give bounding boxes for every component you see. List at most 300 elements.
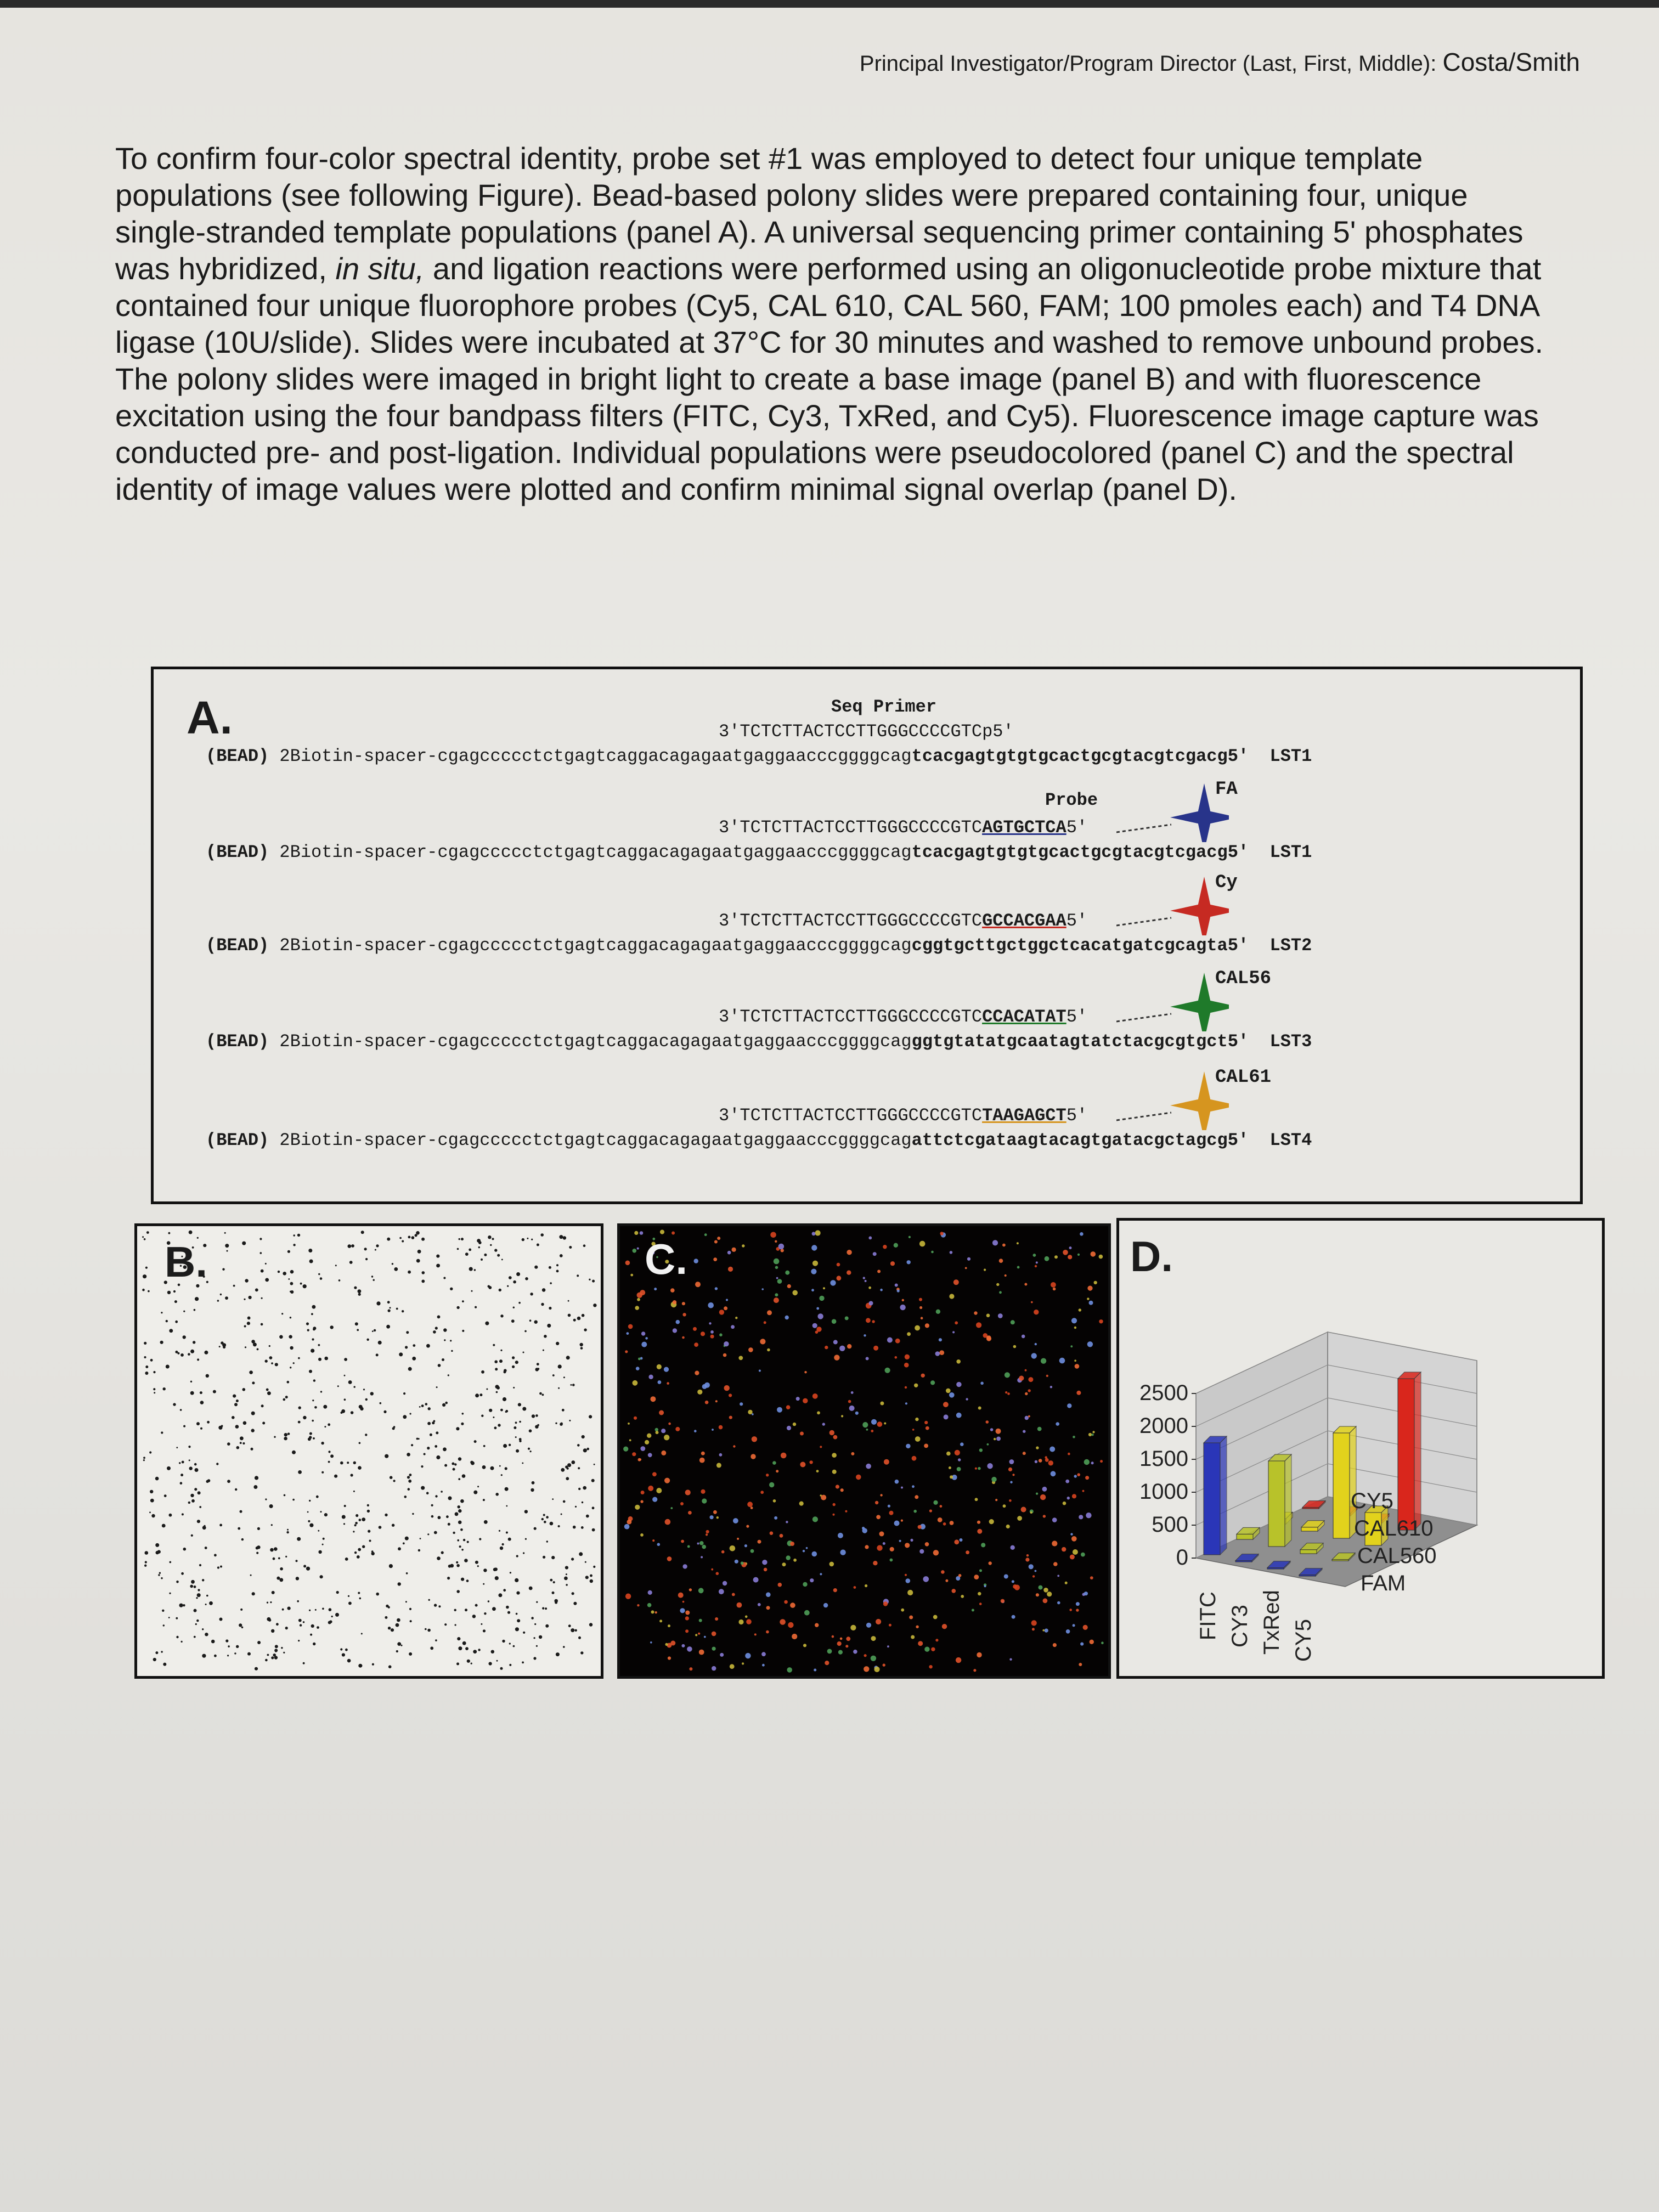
polony-color-dot <box>659 1410 664 1415</box>
polony-dot <box>398 1582 401 1585</box>
polony-color-dot <box>799 1502 804 1506</box>
polony-dot <box>492 1607 496 1611</box>
polony-color-dot <box>1033 1254 1036 1257</box>
polony-dot <box>206 1480 209 1483</box>
polony-dot <box>289 1335 292 1338</box>
polony-color-dot <box>907 1590 913 1595</box>
polony-dot <box>515 1436 517 1438</box>
polony-color-dot <box>1017 1242 1019 1244</box>
polony-dot <box>571 1558 574 1560</box>
polony-color-dot <box>979 1448 983 1452</box>
polony-color-dot <box>658 1380 662 1384</box>
polony-color-dot <box>706 1530 709 1533</box>
polony-dot <box>534 1266 538 1269</box>
polony-color-dot <box>825 1346 828 1349</box>
polony-color-dot <box>975 1468 977 1470</box>
polony-dot <box>502 1640 505 1643</box>
polony-color-dot <box>1068 1255 1072 1259</box>
polony-dot <box>199 1506 201 1508</box>
polony-dot <box>455 1512 459 1516</box>
lst-label: LST1 <box>1249 746 1312 766</box>
polony-dot <box>194 1488 197 1491</box>
polony-dot <box>460 1499 464 1503</box>
polony-dot <box>558 1387 560 1389</box>
polony-color-dot <box>909 1616 913 1620</box>
polony-color-dot <box>1090 1576 1093 1579</box>
polony-dot <box>516 1613 518 1615</box>
polony-dot <box>155 1651 158 1654</box>
polony-color-dot <box>1037 1427 1042 1431</box>
polony-color-dot <box>1050 1386 1052 1388</box>
polony-color-dot <box>996 1437 1001 1441</box>
polony-dot <box>430 1646 433 1650</box>
polony-dot <box>416 1231 420 1235</box>
polony-dot <box>580 1343 583 1346</box>
polony-dot <box>465 1609 467 1611</box>
polony-color-dot <box>786 1405 791 1409</box>
polony-dot <box>421 1486 425 1490</box>
seq-primer-title: Seq Primer <box>831 697 937 717</box>
polony-dot <box>390 1307 391 1308</box>
polony-color-dot <box>731 1325 735 1329</box>
polony-color-dot <box>854 1586 856 1589</box>
polony-color-dot <box>877 1545 882 1550</box>
polony-dot <box>473 1650 477 1654</box>
series-label: CAL610 <box>1354 1516 1434 1541</box>
polony-color-dot <box>764 1321 766 1324</box>
polony-color-dot <box>694 1342 698 1347</box>
polony-dot <box>312 1420 314 1422</box>
polony-dot <box>247 1322 250 1325</box>
polony-color-dot <box>1081 1553 1085 1557</box>
polony-color-dot <box>784 1600 788 1604</box>
polony-dot <box>434 1531 437 1534</box>
polony-color-dot <box>862 1528 867 1533</box>
polony-color-dot <box>901 1520 903 1522</box>
polony-color-dot <box>890 1547 894 1551</box>
polony-dot <box>483 1583 484 1585</box>
panel-c-label: C. <box>645 1235 687 1283</box>
polony-color-dot <box>720 1653 724 1657</box>
polony-dot <box>495 1576 499 1580</box>
polony-color-dot <box>660 1230 664 1234</box>
polony-dot <box>567 1468 569 1470</box>
polony-dot <box>541 1518 544 1520</box>
polony-color-dot <box>822 1423 825 1425</box>
polony-dot <box>225 1244 229 1248</box>
polony-color-dot <box>711 1568 713 1571</box>
polony-color-dot <box>709 1322 711 1324</box>
polony-color-dot <box>728 1267 733 1272</box>
lst-label: LST4 <box>1249 1130 1312 1150</box>
polony-dot <box>234 1403 238 1406</box>
polony-dot <box>585 1561 586 1563</box>
polony-dot <box>411 1236 415 1239</box>
polony-color-dot <box>776 1470 778 1472</box>
polony-dot <box>222 1268 224 1271</box>
polony-color-dot <box>652 1472 657 1476</box>
polony-color-dot <box>735 1317 737 1319</box>
polony-color-dot <box>1046 1375 1048 1377</box>
polony-dot <box>499 1289 501 1291</box>
polony-dot <box>357 1329 359 1331</box>
polony-color-dot <box>773 1499 776 1503</box>
polony-color-dot <box>940 1232 943 1235</box>
polony-dot <box>255 1476 258 1480</box>
polony-color-dot <box>759 1370 761 1372</box>
polony-color-dot <box>637 1604 639 1606</box>
polony-dot <box>448 1523 450 1526</box>
polony-dot <box>270 1601 272 1603</box>
fluorophore-name: CAL61 <box>1215 1067 1272 1088</box>
polony-dot <box>536 1601 538 1603</box>
polony-dot <box>307 1329 309 1331</box>
polony-color-dot <box>629 1439 631 1441</box>
template-line <box>206 935 1312 956</box>
polony-dot <box>309 1500 311 1502</box>
polony-dot <box>592 1280 595 1283</box>
polony-color-dot <box>1086 1513 1091 1518</box>
polony-dot <box>489 1662 492 1665</box>
polony-dot <box>546 1516 549 1519</box>
polony-dot <box>512 1356 515 1359</box>
polony-dot <box>512 1365 515 1368</box>
polony-color-dot <box>751 1549 754 1553</box>
polony-color-dot <box>819 1296 824 1301</box>
polony-dot <box>424 1453 426 1455</box>
polony-color-dot <box>676 1320 680 1324</box>
polony-dot <box>351 1474 353 1476</box>
polony-color-dot <box>929 1509 932 1512</box>
polony-color-dot <box>915 1418 918 1421</box>
polony-color-dot <box>687 1646 692 1652</box>
polony-color-dot <box>1052 1517 1057 1522</box>
polony-dot <box>155 1543 159 1547</box>
polony-dot <box>265 1278 269 1282</box>
polony-dot <box>543 1514 545 1516</box>
polony-color-dot <box>740 1402 743 1406</box>
template-line <box>206 842 1312 862</box>
polony-color-dot <box>944 1414 949 1419</box>
polony-dot <box>456 1662 459 1665</box>
polony-dot <box>471 1462 475 1465</box>
polony-dot <box>150 1499 154 1503</box>
polony-color-dot <box>732 1593 735 1596</box>
polony-dot <box>167 1291 171 1294</box>
polony-dot <box>287 1607 291 1610</box>
polony-color-dot <box>695 1634 697 1636</box>
polony-color-dot <box>632 1452 636 1456</box>
polony-color-dot <box>912 1429 915 1431</box>
polony-dot <box>559 1235 563 1239</box>
polony-dot <box>541 1303 544 1306</box>
primer-line <box>719 911 1087 931</box>
polony-dot <box>280 1567 283 1571</box>
polony-color-dot <box>803 1550 805 1552</box>
polony-color-dot <box>1034 1310 1039 1314</box>
polony-dot <box>298 1640 300 1641</box>
template-target-sequence: attctcgataagtacagtgatacgctagcg5' <box>911 1130 1249 1150</box>
polony-dot <box>444 1464 447 1467</box>
polony-dot <box>194 1463 197 1466</box>
polony-color-dot <box>716 1516 719 1519</box>
polony-color-dot <box>1054 1255 1058 1259</box>
polony-dot <box>353 1531 354 1532</box>
polony-dot <box>334 1475 337 1478</box>
polony-color-dot <box>837 1641 842 1646</box>
polony-dot <box>591 1479 595 1482</box>
polony-dot <box>343 1523 345 1525</box>
polony-dot <box>313 1437 315 1440</box>
polony-color-dot <box>710 1330 714 1334</box>
polony-dot <box>204 1351 208 1355</box>
polony-color-dot <box>741 1561 744 1565</box>
polony-dot <box>505 1467 507 1470</box>
polony-dot <box>202 1579 204 1581</box>
polony-dot <box>349 1261 353 1264</box>
primer-line <box>719 721 1014 742</box>
polony-dot <box>173 1403 176 1406</box>
polony-dot <box>252 1381 255 1384</box>
polony-color-dot <box>885 1368 890 1373</box>
polony-dot <box>303 1416 306 1419</box>
polony-color-dot <box>664 1367 669 1372</box>
polony-dot <box>348 1244 352 1248</box>
polony-color-dot <box>984 1269 986 1271</box>
polony-color-dot <box>1028 1415 1030 1418</box>
probe-tail: 5' <box>1066 1105 1088 1126</box>
polony-dot <box>287 1381 290 1384</box>
bar-front <box>1398 1379 1414 1530</box>
polony-dot <box>565 1566 568 1569</box>
polony-color-dot <box>712 1647 716 1651</box>
polony-dot <box>243 1421 247 1425</box>
polony-color-dot <box>697 1390 702 1395</box>
polony-color-dot <box>1067 1497 1070 1499</box>
polony-color-dot <box>682 1336 685 1339</box>
panel-a <box>151 667 1583 1204</box>
lst-label: LST2 <box>1249 935 1312 956</box>
polony-color-dot <box>775 1240 777 1243</box>
polony-color-dot <box>788 1622 793 1628</box>
polony-dot <box>582 1314 585 1317</box>
polony-color-dot <box>625 1594 631 1599</box>
polony-color-dot <box>1047 1592 1052 1596</box>
polony-color-dot <box>733 1445 735 1447</box>
polony-dot <box>420 1538 421 1539</box>
bead-label: (BEAD) <box>206 842 280 862</box>
polony-color-dot <box>659 1620 662 1622</box>
polony-color-dot <box>1036 1446 1039 1449</box>
polony-dot <box>431 1515 434 1518</box>
polony-dot <box>318 1530 319 1532</box>
polony-dot <box>472 1615 476 1618</box>
page-header <box>801 47 1580 77</box>
polony-dot <box>200 1391 202 1394</box>
polony-color-dot <box>994 1438 996 1440</box>
polony-dot <box>552 1374 555 1376</box>
polony-color-dot <box>635 1306 639 1310</box>
polony-dot <box>509 1276 512 1279</box>
polony-dot <box>198 1589 200 1591</box>
polony-dot <box>316 1496 319 1498</box>
polony-color-dot <box>977 1521 980 1524</box>
polony-dot <box>590 1575 592 1577</box>
polony-color-dot <box>1091 1462 1094 1464</box>
polony-dot <box>309 1610 311 1611</box>
polony-dot <box>211 1640 215 1644</box>
polony-dot <box>188 1353 190 1356</box>
polony-color-dot <box>1042 1487 1047 1492</box>
polony-dot <box>461 1238 464 1240</box>
polony-color-dot <box>1070 1533 1073 1535</box>
polony-color-dot <box>702 1498 707 1503</box>
polony-dot <box>435 1495 437 1497</box>
polony-color-dot <box>837 1263 840 1267</box>
polony-dot <box>484 1612 486 1615</box>
polony-color-dot <box>1025 1369 1027 1372</box>
polony-dot <box>522 1407 526 1411</box>
polony-dot <box>356 1514 358 1517</box>
polony-color-dot <box>895 1480 899 1484</box>
polony-dot <box>402 1240 404 1243</box>
probe-link-dashes <box>1116 1009 1177 1026</box>
polony-dot <box>359 1598 362 1600</box>
polony-color-dot <box>681 1540 684 1543</box>
polony-color-dot <box>989 1519 994 1524</box>
polony-dot <box>303 1565 306 1567</box>
polony-dot <box>392 1263 393 1265</box>
polony-dot <box>438 1516 441 1519</box>
template-sequence: 2Biotin-spacer-cgagccccctctgagtcaggacagagaatgaggaacccggggcag <box>279 842 912 862</box>
polony-dot <box>458 1646 462 1650</box>
polony-dot <box>163 1624 165 1626</box>
polony-color-dot <box>705 1401 709 1404</box>
polony-dot <box>285 1627 288 1629</box>
primer-line <box>719 1105 1087 1126</box>
polony-dot <box>398 1547 401 1550</box>
polony-dot <box>142 1289 145 1291</box>
polony-dot <box>425 1403 428 1406</box>
polony-dot <box>374 1329 376 1331</box>
polony-dot <box>146 1231 149 1234</box>
polony-color-dot <box>657 1543 661 1546</box>
polony-color-dot <box>1045 1629 1048 1633</box>
polony-dot <box>161 1651 162 1652</box>
polony-color-dot <box>751 1454 755 1459</box>
polony-color-dot <box>1088 1433 1092 1436</box>
polony-dot <box>353 1462 356 1464</box>
polony-color-dot <box>636 1367 640 1370</box>
polony-dot <box>338 1279 341 1282</box>
polony-dot <box>347 1462 349 1464</box>
polony-dot <box>515 1361 518 1364</box>
polony-color-dot <box>637 1248 639 1250</box>
polony-dot <box>236 1645 239 1648</box>
template-sequence: 2Biotin-spacer-cgagccccctctgagtcaggacagagaatgaggaacccggggcag <box>279 935 912 956</box>
polony-dot <box>396 1308 398 1310</box>
polony-dot <box>475 1306 477 1308</box>
polony-dot <box>367 1510 370 1513</box>
bar-chart-3d <box>1119 1221 1602 1676</box>
polony-dot <box>353 1491 355 1492</box>
polony-dot <box>509 1664 511 1666</box>
polony-dot <box>321 1442 324 1444</box>
polony-color-dot <box>661 1429 665 1433</box>
polony-dot <box>340 1648 342 1650</box>
polony-dot <box>145 1372 148 1375</box>
polony-dot <box>560 1423 563 1425</box>
polony-dot <box>213 1390 216 1393</box>
bar-side <box>1220 1436 1227 1555</box>
polony-color-dot <box>815 1330 819 1334</box>
polony-dot <box>149 1511 151 1513</box>
polony-dot <box>488 1235 491 1239</box>
polony-color-dot <box>748 1347 753 1352</box>
polony-dot <box>586 1515 589 1518</box>
polony-dot <box>405 1346 408 1348</box>
polony-dot <box>428 1599 430 1601</box>
polony-dot <box>399 1237 402 1239</box>
paragraph-part-2: and ligation reactions were performed using an oligonucleotide probe mixture that contained four unique fluorophore probes (Cy5, CAL 610, CAL 560, FAM; 100 pmoles each) and T4 DNA ligase (10U/slide). Slides were incubated at 37°C for 30 minutes and washed to remove unbound probes. The polony slides were imaged in bright light to create a base image (panel B) and with fluorescence excitation using the four bandpass filters (FITC, Cy3, TxRed, and Cy5). Fluorescence image capture was conducted pre- and post-ligation. Individual populations were pseudocolored (panel C) and the spectral identity of image values were plotted and confirm minimal signal overlap (panel D). <box>115 251 1544 506</box>
polony-dot <box>365 1398 368 1401</box>
polony-dot <box>191 1580 195 1584</box>
polony-color-dot <box>1063 1502 1066 1505</box>
polony-dot <box>580 1651 583 1654</box>
polony-dot <box>555 1423 557 1424</box>
polony-color-dot <box>915 1325 920 1331</box>
polony-dot <box>478 1649 480 1651</box>
polony-color-dot <box>811 1245 817 1250</box>
polony-dot <box>290 1291 291 1293</box>
polony-color-dot <box>946 1452 951 1456</box>
polony-color-dot <box>719 1333 723 1336</box>
polony-color-dot <box>668 1624 670 1627</box>
polony-dot <box>560 1254 563 1257</box>
polony-color-dot <box>723 1581 727 1585</box>
polony-color-dot <box>1032 1575 1035 1577</box>
polony-dot <box>535 1425 538 1429</box>
polony-color-dot <box>774 1297 779 1303</box>
polony-color-dot <box>792 1290 798 1296</box>
polony-color-dot <box>986 1420 989 1424</box>
probe-link-line <box>1116 1014 1171 1022</box>
polony-color-dot <box>840 1488 844 1492</box>
polony-dot <box>290 1317 291 1318</box>
polony-dot <box>220 1294 222 1295</box>
polony-dot <box>499 1359 503 1363</box>
polony-color-dot <box>668 1423 671 1425</box>
polony-dot <box>209 1601 213 1605</box>
polony-dot <box>285 1556 287 1558</box>
polony-dot <box>568 1300 569 1302</box>
polony-dot <box>408 1480 411 1483</box>
polony-color-dot <box>786 1521 788 1523</box>
polony-dot <box>506 1532 508 1534</box>
polony-dot <box>434 1604 437 1606</box>
polony-color-dot <box>726 1299 728 1301</box>
polony-color-dot <box>1094 1281 1097 1284</box>
polony-dot <box>181 1572 184 1575</box>
polony-color-dot <box>1023 1430 1025 1433</box>
polony-color-dot <box>895 1339 900 1344</box>
primer-line <box>719 817 1087 838</box>
polony-dot <box>259 1238 262 1240</box>
polony-dot <box>233 1395 236 1398</box>
polony-color-dot <box>987 1463 992 1469</box>
polony-color-dot <box>1011 1320 1015 1324</box>
polony-dot <box>388 1665 392 1668</box>
